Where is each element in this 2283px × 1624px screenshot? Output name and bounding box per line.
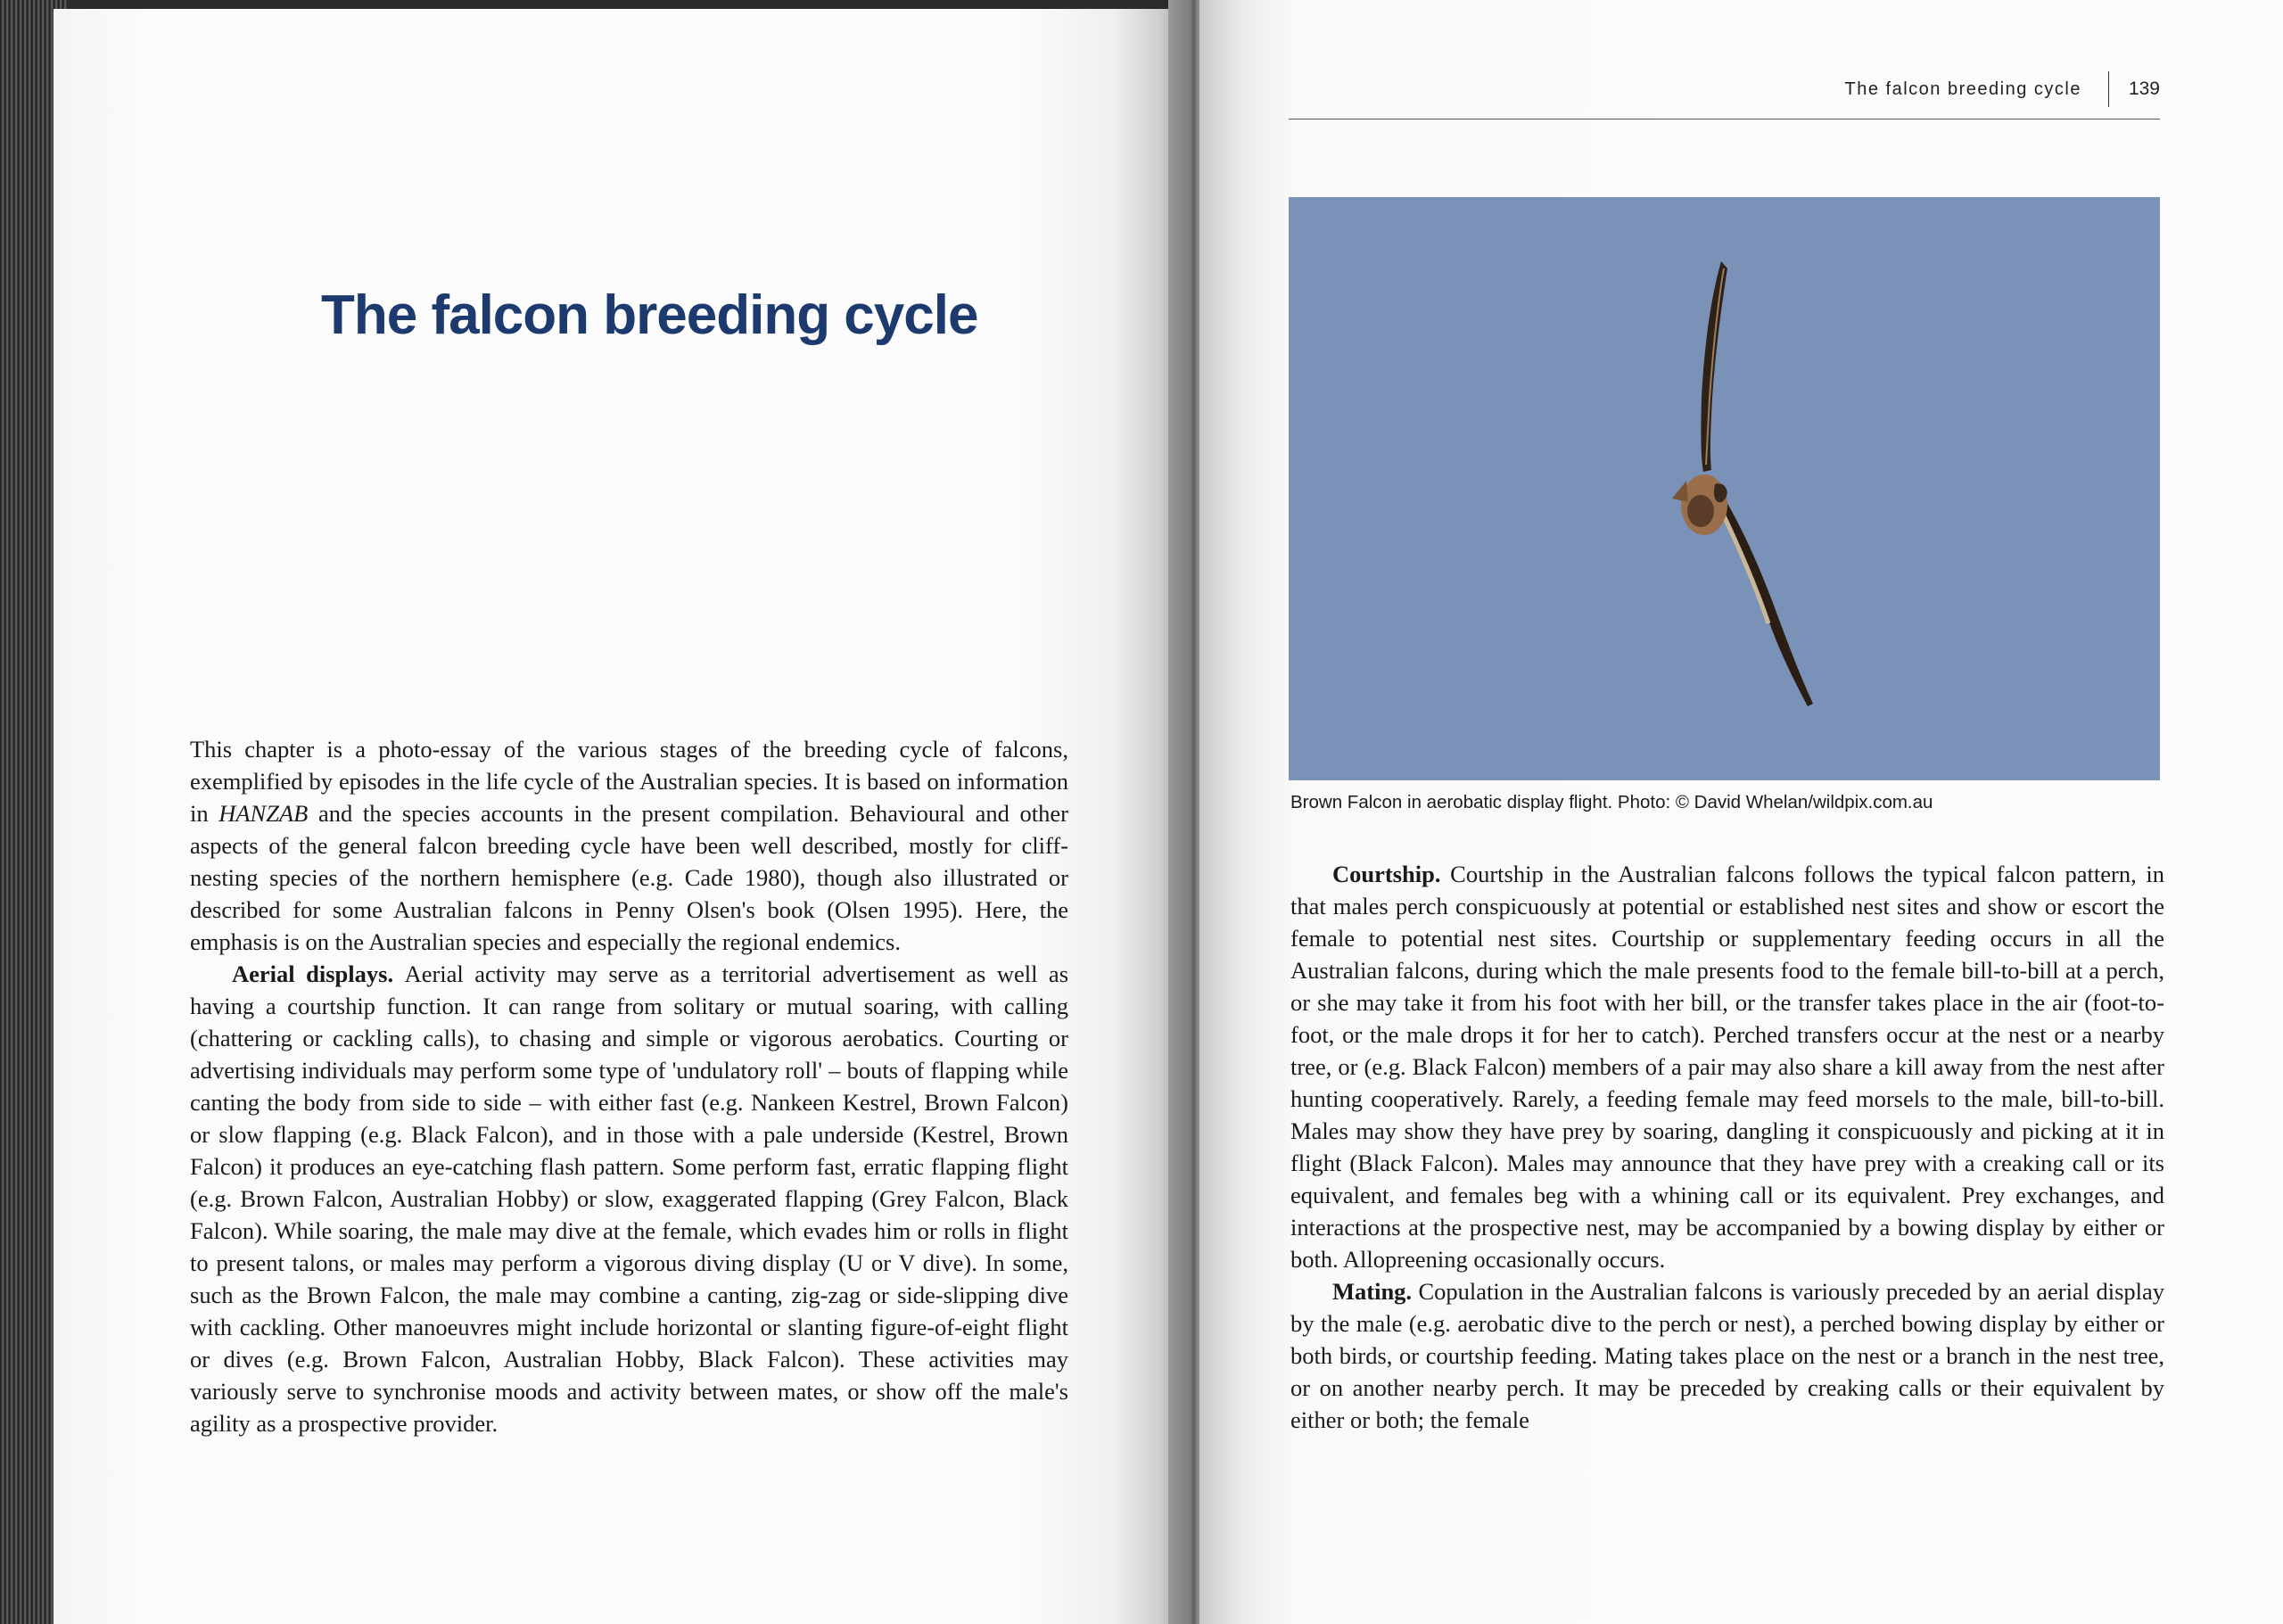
publication-name: HANZAB	[218, 800, 309, 827]
courtship-heading: Courtship.	[1332, 861, 1451, 887]
photo-caption: Brown Falcon in aerobatic display flight. Photo: © David Whelan/wildpix.com.au	[1290, 792, 1933, 812]
falcon-photo	[1289, 197, 2160, 780]
running-head	[1845, 71, 2160, 107]
running-head-title: The falcon breeding cycle	[1844, 78, 2081, 99]
mating-heading: Mating.	[1332, 1278, 1419, 1305]
header-rule	[1289, 119, 2160, 120]
running-head-separator	[2108, 71, 2109, 107]
intro-paragraph-text: This chapter is a photo-essay of the various stages of the breeding cycle of falcons, exemplified by episodes in the life cycle of the Australian species. It is based on information in HANZAB and the species accounts in the present compilation. Behavioural and other aspects of the general falcon breeding cycle have been well described, mostly for cliff-nesting species of the northern hemisphere (e.g. Cade 1980), though also illustrated or described for some Australian falcons in Penny Olsen's book (Olsen 1995). Here, the emphasis is on the Australian species and especially the regional endemics.	[190, 736, 1068, 955]
courtship-text: Courtship in the Australian falcons follows the typical falcon pattern, in that males perch conspicuously at potential or established nest sites and show or escort the female to potential nest sites. Courtship or supplementary feeding occurs in all the Australian falcons, during which the male presents food to the female bill-to-bill at a perch, or she may take it from his foot with her bill, or the transfer takes place in the air (foot-to-foot, or the male drops it for her to catch). Perched transfers occur at the nest or a nearby tree, or (e.g. Black Falcon) members of a pair may also share a kill away from the nest after hunting cooperatively. Rarely, a feeding female may feed morsels to the male, bill-to-bill. Males may show they have prey by soaring, dangling it conspicuously and picking at it in flight (Black Falcon). Males may announce that they have prey with a creaking call or its equivalent, and females beg with a whining call or its equivalent. Prey exchanges, and interactions at the prospective nest, may be accompanied by a bowing display by either or both. Allopreening occasionally occurs.	[1290, 861, 2164, 1273]
chapter-title: The falcon breeding cycle	[321, 284, 978, 346]
mating-text: Copulation in the Australian falcons is variously preceded by an aerial display by the male (e.g. aerobatic dive to the perch or nest), a perched bowing display by either or both birds, or courtship feeding. Mating takes place on the nest or a branch in the nest tree, or on another nearby perch. It may be preceded by creaking calls or their equivalent by either or both; the female	[1290, 1278, 2165, 1433]
falcon-body-shadow	[1687, 495, 1714, 527]
right-page-body	[1290, 858, 2164, 1436]
aerial-displays-text: Aerial activity may serve as a territorial advertisement as well as having a courtship function. It can range from solitary or mutual soaring, with calling (chattering or cackling calls), to chasing and simple or vigorous aerobatics. Courting or advertising individuals may perform some type of 'undulatory roll' – bouts of flapping while canting the body from side to side – with either fast (e.g. Nankeen Kestrel, Brown Falcon) or slow flapping (e.g. Black Falcon), and in those with a pale underside (Kestrel, Brown Falcon) it produces an eye-catching flash pattern. Some perform fast, erratic flapping flight (e.g. Brown Falcon, Australian Hobby) or slow, exaggerated flapping (Grey Falcon, Black Falcon). While soaring, the male may dive at the female, which evades him or rolls in flight to present talons, or males may perform a vigorous diving display (U or V dive). In some, such as the Brown Falcon, the male may combine a canting, zig-zag or side-slipping dive with cackling. Other manoeuvres might include horizontal or slanting figure-of-eight flight or dives (e.g. Brown Falcon, Australian Hobby, Black Falcon). These activities may variously serve to synchronise moods and activity between mates, or show off the male's agility as a prospective provider.	[190, 960, 1069, 1437]
aerial-displays-paragraph	[190, 958, 1068, 1439]
aerial-displays-heading: Aerial displays.	[232, 960, 405, 987]
mating-paragraph	[1290, 1275, 2164, 1436]
intro-paragraph	[190, 733, 1068, 958]
left-page-body	[190, 733, 1068, 1439]
courtship-paragraph	[1290, 858, 2164, 1275]
brown-falcon-image	[1289, 197, 2160, 780]
page-number: 139	[2128, 78, 2160, 99]
